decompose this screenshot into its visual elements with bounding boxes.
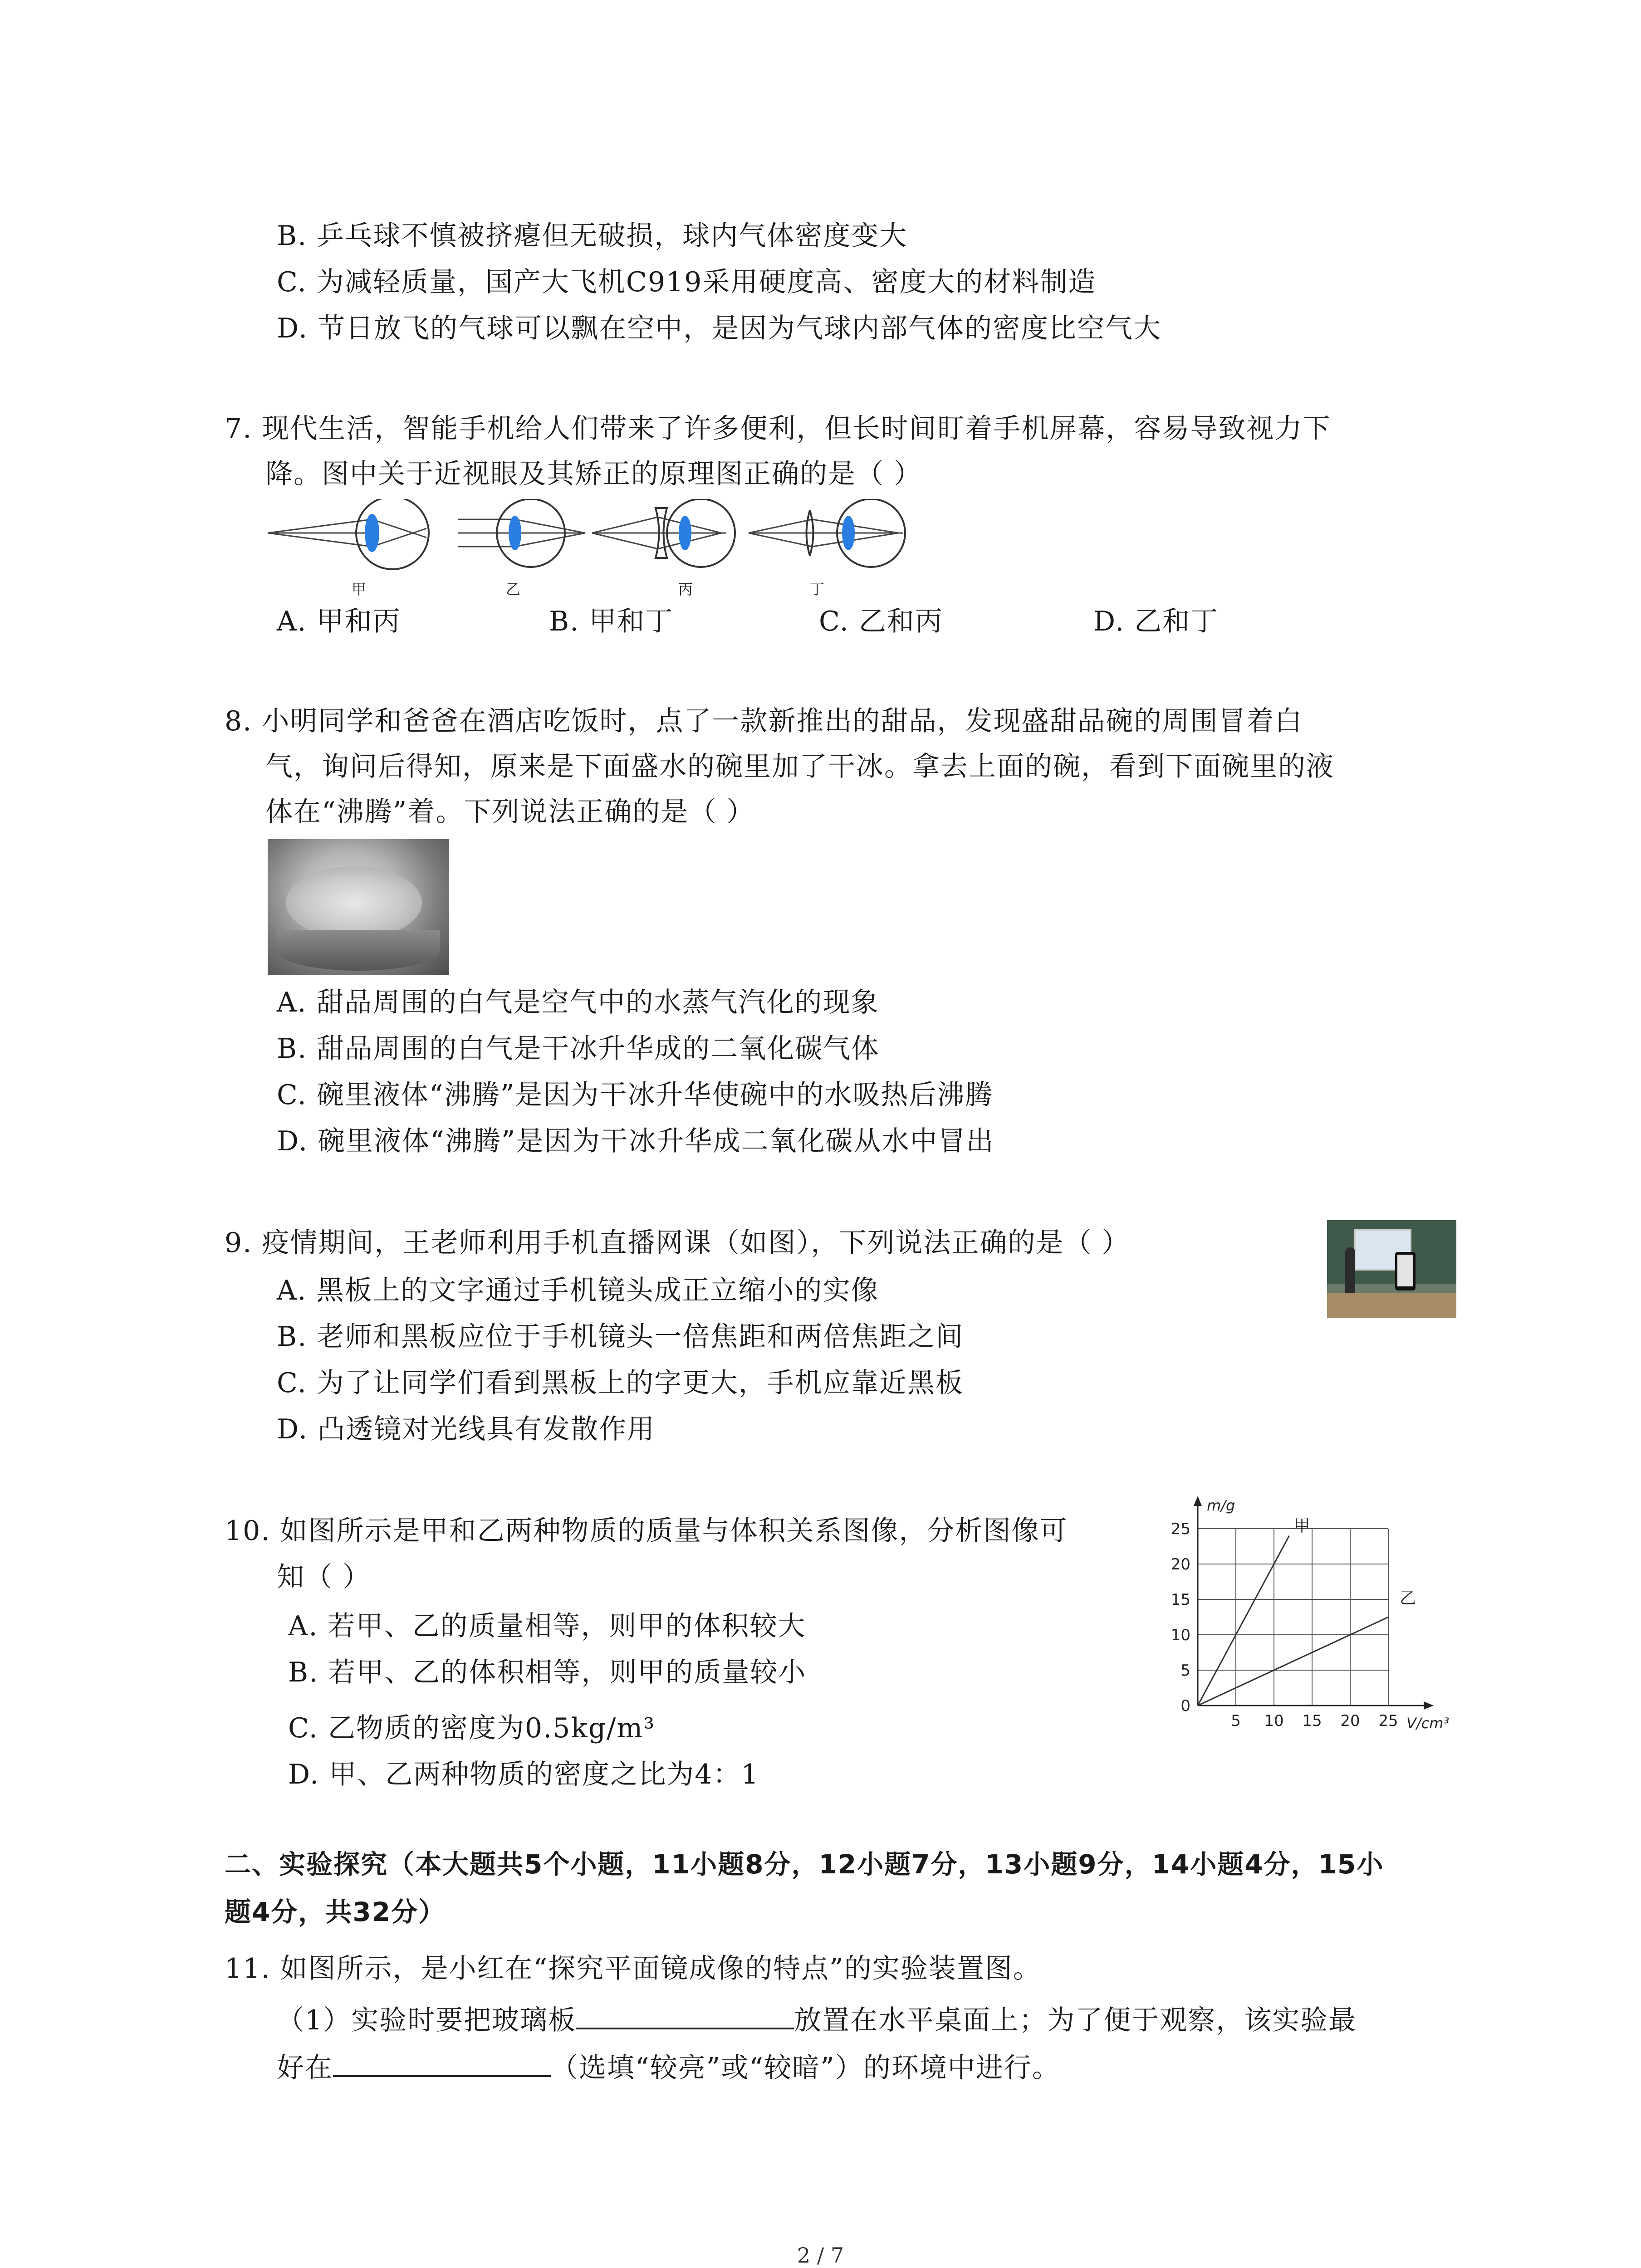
eye-diagram-jia	[268, 499, 429, 598]
q7-option-b: B. 甲和丁	[549, 606, 674, 637]
q11-blank-2[interactable]	[333, 2048, 551, 2077]
dessert-bowl-photo	[268, 839, 449, 975]
x-tick-label: 15	[1302, 1712, 1322, 1730]
y-tick-label: 25	[1171, 1520, 1190, 1538]
q8-option-a: A. 甜品周围的白气是空气中的水蒸气汽化的现象	[277, 987, 879, 1018]
diagram-label-bing: 丙	[678, 581, 693, 598]
q7-stem-line1: 7. 现代生活，智能手机给人们带来了许多便利，但长时间盯着手机屏幕，容易导致视力下	[225, 413, 1331, 445]
q7-option-d: D. 乙和丁	[1093, 606, 1219, 637]
q9-stem: 9. 疫情期间，王老师利用手机直播网课（如图），下列说法正确的是（ ）	[225, 1227, 1130, 1259]
y-tick-label: 15	[1171, 1591, 1190, 1609]
page-number: 2 / 7	[797, 2243, 844, 2268]
q8-stem-line2: 气，询问后得知，原来是下面盛水的碗里加了干冰。拿去上面的碗，看到下面碗里的液	[265, 751, 1334, 782]
q8-option-c: C. 碗里液体“沸腾”是因为干冰升华使碗中的水吸热后沸腾	[277, 1079, 994, 1111]
q9-option-a: A. 黑板上的文字通过手机镜头成正立缩小的实像	[277, 1275, 879, 1306]
y-axis-label: m/g	[1207, 1497, 1235, 1514]
diagram-label-jia: 甲	[352, 581, 367, 598]
x-tick-label: 20	[1340, 1712, 1360, 1730]
y-tick-label: 20	[1171, 1555, 1190, 1574]
series-line-jia	[1198, 1536, 1289, 1706]
q10-option-c: C. 乙物质的密度为0.5kg/m³	[288, 1712, 656, 1744]
q11-part2-text-b: （选填“较亮”或“较暗”）的环境中进行。	[551, 2052, 1060, 2084]
q7-stem-line2: 降。图中关于近视眼及其矫正的原理图正确的是（ ）	[265, 458, 922, 490]
q11-part1-text-a: （1）实验时要把玻璃板	[277, 2004, 577, 2036]
y-axis-arrow	[1194, 1496, 1202, 1506]
q11-part2-text-a: 好在	[277, 2052, 333, 2084]
classroom-livestream-photo	[1327, 1220, 1456, 1318]
q10-stem-line1: 10. 如图所示是甲和乙两种物质的质量与体积关系图像，分析图像可	[225, 1515, 1068, 1547]
q8-stem-line3: 体在“沸腾”着。下列说法正确的是（ ）	[265, 796, 755, 828]
q6-option-c: C. 为减轻质量，国产大飞机C919采用硬度高、密度大的材料制造	[277, 266, 1097, 298]
eye-diagram-ding	[749, 499, 905, 598]
series-label-yi: 乙	[1400, 1589, 1416, 1608]
q10-option-a: A. 若甲、乙的质量相等，则甲的体积较大	[288, 1610, 806, 1642]
x-axis-label: V/cm³	[1406, 1715, 1450, 1732]
q11-blank-1[interactable]	[576, 2000, 794, 2029]
diagram-label-yi: 乙	[506, 581, 521, 598]
q9-option-d: D. 凸透镜对光线具有发散作用	[277, 1413, 656, 1445]
section2-title-line1: 二、实验探究（本大题共5个小题，11小题8分，12小题7分，13小题9分，14小题4分，15小	[225, 1849, 1384, 1880]
q8-option-d: D. 碗里液体“沸腾”是因为干冰升华成二氧化碳从水中冒出	[277, 1125, 994, 1157]
q9-option-c: C. 为了让同学们看到黑板上的字更大，手机应靠近黑板	[277, 1367, 964, 1399]
eye-diagram-bing	[592, 499, 735, 598]
q8-stem-line1: 8. 小明同学和爸爸在酒店吃饭时，点了一款新推出的甜品，发现盛甜品碗的周围冒着白	[225, 705, 1303, 737]
q6-option-d: D. 节日放飞的气球可以飘在空中，是因为气球内部气体的密度比空气大	[277, 313, 1162, 344]
y-tick-label: 10	[1171, 1626, 1190, 1644]
q7-option-c: C. 乙和丙	[819, 606, 943, 637]
q11-part1-text-b: 放置在水平桌面上；为了便于观察，该实验最	[794, 2004, 1357, 2036]
q6-option-b: B. 乒乓球不慎被挤瘪但无破损，球内气体密度变大	[277, 220, 908, 252]
section2-title-line2: 题4分，共32分）	[225, 1897, 446, 1927]
q11-stem: 11. 如图所示，是小红在“探究平面镜成像的特点”的实验装置图。	[225, 1953, 1041, 1984]
x-tick-label: 25	[1378, 1712, 1398, 1730]
q10-stem-line2: 知（ ）	[277, 1561, 371, 1593]
diagram-label-ding: 丁	[810, 581, 825, 598]
q8-option-b: B. 甜品周围的白气是干冰升华成的二氧化碳气体	[277, 1033, 880, 1065]
q11-part1-line2	[277, 2048, 1060, 2086]
eye-diagram-yi	[458, 499, 585, 598]
x-tick-label: 5	[1231, 1712, 1241, 1730]
x-tick-label: 10	[1264, 1712, 1284, 1730]
q10-option-b: B. 若甲、乙的体积相等，则甲的质量较小	[288, 1657, 807, 1688]
q11-part1-line1	[277, 2000, 1357, 2038]
q9-option-b: B. 老师和黑板应位于手机镜头一倍焦距和两倍焦距之间	[277, 1321, 964, 1353]
series-label-jia: 甲	[1293, 1516, 1310, 1535]
y-tick-label: 5	[1181, 1662, 1190, 1680]
x-axis-arrow	[1424, 1701, 1434, 1710]
eye-diagrams	[268, 499, 912, 603]
q7-option-a: A. 甲和丙	[277, 606, 401, 637]
q10-option-d: D. 甲、乙两种物质的密度之比为4：1	[288, 1759, 759, 1790]
y-tick-label: 0	[1181, 1697, 1190, 1715]
series-line-yi	[1198, 1617, 1388, 1706]
mass-volume-chart	[1161, 1492, 1461, 1746]
